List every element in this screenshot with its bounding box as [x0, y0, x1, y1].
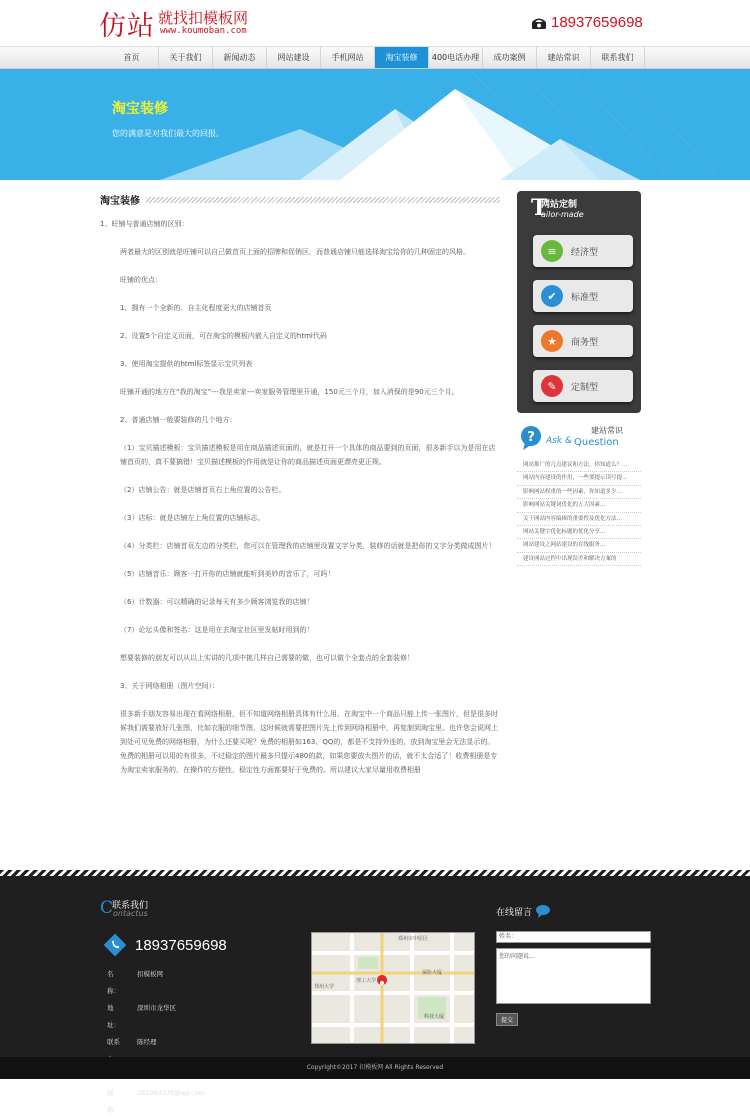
contact-row	[107, 966, 284, 1000]
sidebar	[517, 191, 641, 566]
contact-value: 深圳市龙华区	[137, 1004, 176, 1012]
logo-url[interactable]: www.koumoban.com	[160, 26, 247, 36]
article-paragraph: 3、关于网络相册（图片空间）：	[120, 682, 219, 690]
phone-diamond-icon	[103, 933, 127, 957]
footer-phone	[103, 933, 227, 957]
contact-value: 陈经理	[137, 1038, 157, 1046]
check-icon: ✔	[541, 285, 563, 307]
article-paragraph: （2）店铺公告：就是店铺首页右上角位置的公告栏。	[120, 486, 286, 494]
plan-option-label: 经济型	[571, 247, 599, 258]
nav-item[interactable]: 首页	[105, 47, 159, 68]
name-input[interactable]: 姓名：	[496, 931, 651, 943]
article-paragraph: 3、使用淘宝提供的html标签显示宝贝列表	[120, 360, 253, 368]
article-column	[100, 192, 500, 791]
submit-button[interactable]: 提交	[496, 1013, 518, 1026]
contact-value: 281393370@qq.com	[137, 1089, 205, 1097]
article-paragraph: 旺铺开通的地方在“我的淘宝”---我是卖家---卖家服务管理里开通，150元三个月，加入消保的是90元三个月。	[120, 388, 459, 396]
contact-subtitle: ontactus	[113, 909, 148, 918]
article-body	[100, 217, 500, 777]
plan-option-label: 标准型	[571, 292, 599, 303]
article-paragraph: 两者最大的区别就是旺铺可以自己做首页上面的招牌和促销区，而普通店铺只能选择淘宝给你的几种固定的风格。	[120, 248, 470, 256]
banner	[0, 69, 750, 180]
svg-text:?: ?	[527, 430, 535, 445]
plan-option[interactable]	[533, 370, 633, 402]
contact-key: 邮 箱：	[107, 1089, 120, 1114]
nav-item[interactable]: 联系我们	[591, 47, 645, 68]
qa-en-2: Question	[574, 437, 619, 448]
map-label: 郑州大学	[314, 984, 335, 990]
nav-item[interactable]: 关于我们	[159, 47, 213, 68]
footer-phone-number: 18937659698	[135, 936, 227, 954]
list-icon: ≡	[541, 240, 563, 262]
plan-option[interactable]	[533, 235, 633, 267]
article-paragraph: （7）论坛头像和签名：这是用在去淘宝社区里发帖时用到的！	[120, 626, 314, 634]
contact-title: 联系我们	[112, 901, 149, 911]
message-title-text: 在线留言	[496, 907, 533, 918]
message-title	[496, 904, 551, 918]
custom-plan-box	[517, 191, 641, 413]
article-paragraph: （4）分类栏：店铺首页左边的分类栏，您可以在管理我的店铺里设置文字分类，装修的话就是把你的文字分类做成图片！	[120, 542, 496, 550]
article-header	[100, 192, 500, 207]
footer-edge	[0, 870, 750, 876]
copyright: Copyright©2017 扣模板网 All Rights Reserved	[0, 1057, 750, 1079]
qa-list-item[interactable]: 网站内容建设的作用，一些要提示读写提...	[517, 472, 641, 485]
article-paragraph: （3）店标：就是店铺左上角位置的店铺标志。	[120, 514, 265, 522]
pencil-icon: ✎	[541, 375, 563, 397]
qa-header	[517, 423, 641, 455]
article-paragraph: 1、旺铺与普通店铺的区别：	[100, 220, 189, 228]
nav-item[interactable]: 400电话办理	[429, 47, 483, 68]
map-label: 保险大厦	[422, 970, 443, 976]
article-heading: 淘宝装修	[100, 196, 140, 207]
article-paragraph: （1）宝贝描述模板：宝贝描述模板是用在商品描述页面的，就是打开一个具体的商品要到的页面，很多新手以为是用在店铺首页的，真不要搞错！宝贝描述模板的作用就是让你的商品描述页面更漂亮更正规。	[120, 444, 496, 466]
question-icon	[519, 425, 543, 451]
article-paragraph: 2、普通店铺一般要装修的几个地方：	[120, 416, 237, 424]
chat-bubble-icon	[535, 904, 551, 918]
contact-initial: C	[100, 898, 114, 918]
plan-option[interactable]	[533, 280, 633, 312]
custom-initial: T	[531, 195, 548, 221]
contact-details	[107, 966, 284, 1119]
contact-row	[107, 1000, 284, 1034]
article-paragraph: （5）店铺音乐：顾客一打开你的店铺就能听到美妙的音乐了，可吗！	[120, 570, 335, 578]
article-paragraph: 2、设置5个自定义页面，可在淘宝的模板内嵌入自定义的html代码	[120, 332, 327, 340]
banner-subtitle: 您的满意是对我们最大的回报。	[112, 129, 224, 138]
map-label: 科技大厦	[424, 1014, 445, 1020]
header-phone	[531, 14, 643, 31]
qa-list-item[interactable]: 网站关键字优化标题的优化分享...	[517, 526, 641, 539]
map-label: 郑州市中原区	[398, 936, 429, 942]
plan-option-label: 定制型	[571, 382, 599, 393]
article-paragraph: （6）计数器：可以精确的记录每天有多少顾客浏览我的店铺！	[120, 598, 314, 606]
qa-list-item[interactable]: 影响网站关键词优化的五大因素...	[517, 499, 641, 512]
article-paragraph: 想要装修的朋友可以从以上实讲的几项中挑几样自己需要的做，也可以做个全套点的全套装修！	[120, 654, 414, 662]
telephone-icon	[531, 16, 547, 30]
nav-item[interactable]: 手机网站	[321, 47, 375, 68]
nav-item[interactable]: 淘宝装修	[375, 47, 429, 68]
custom-title: 网站定制	[541, 200, 578, 210]
custom-subtitle: ailor-made	[541, 210, 584, 219]
qa-title: 建站常识	[591, 426, 623, 435]
plan-option[interactable]	[533, 325, 633, 357]
contact-key: 名 称：	[107, 970, 120, 995]
contact-row	[107, 1085, 284, 1119]
message-textarea[interactable]: 您的问题说...	[496, 948, 651, 1004]
qa-list-item[interactable]: 网站建设之网站建设的在线服务...	[517, 539, 641, 552]
nav-item[interactable]: 建站常识	[537, 47, 591, 68]
nav-item[interactable]: 新闻动态	[213, 47, 267, 68]
contact-value: 扣模板网	[137, 970, 163, 978]
contact-key: 地 址：	[107, 1004, 120, 1029]
qa-list-item[interactable]: 影响网站权重的一些因素，你知道多少...	[517, 486, 641, 499]
plan-option-label: 商务型	[571, 337, 599, 348]
qa-list	[517, 459, 641, 566]
logo-tagline[interactable]: 就找扣模板网	[158, 9, 249, 27]
location-map[interactable]	[311, 932, 475, 1044]
qa-en-1: Ask &	[546, 436, 572, 446]
main-nav	[0, 46, 750, 69]
mountain-illustration	[0, 69, 750, 180]
heading-divider	[146, 197, 500, 203]
nav-item[interactable]: 成功案例	[483, 47, 537, 68]
qa-list-item[interactable]: 关于网站内容编辑的重要性及优化方法...	[517, 513, 641, 526]
star-icon: ★	[541, 330, 563, 352]
logo-main[interactable]: 仿站	[99, 11, 155, 42]
banner-title: 淘宝装修	[112, 101, 168, 117]
map-label: 理工大学	[356, 978, 377, 984]
article-paragraph: 旺铺的优点：	[120, 276, 162, 284]
contact-key: 联系	[107, 1038, 120, 1046]
header	[0, 0, 750, 46]
header-phone-number: 18937659698	[551, 14, 643, 31]
qa-list-item[interactable]: 建设网站过程中出现误差和解决方案的	[517, 553, 641, 566]
article-paragraph: 1、拥有一个全新的、自主化程度更大的店铺首页	[120, 304, 272, 312]
nav-item[interactable]: 网站建设	[267, 47, 321, 68]
qa-list-item[interactable]: 网站推广的几点建议和方法，你知道么？...	[517, 459, 641, 472]
main-area	[0, 180, 750, 874]
article-paragraph: 很多新手朋友容易出现在看网络相册，但不知道网络相册具体有什么用，在淘宝中一个商品只能上传一张图片，但是很多时候我们需要放好几张图，比如衣服的细节图，这时候就需要把图片先上传到网络相册中，再复制到淘宝里。也许您会说网上到处可见免费的网络相册，为什么还要买呢？免费的相册如163、QQ的，都是不支持外连的，放到淘宝里会无法显示的。免费的相册可以用的有很多，不过稳定的图片最多只提示480的款，如果您要放大图片的话，就不太合适了！收费相册是专为淘宝卖家服务的，在操作的方便性，稳定性方面都要好于免费的。所以建议大家尽量用收费相册	[120, 710, 498, 774]
